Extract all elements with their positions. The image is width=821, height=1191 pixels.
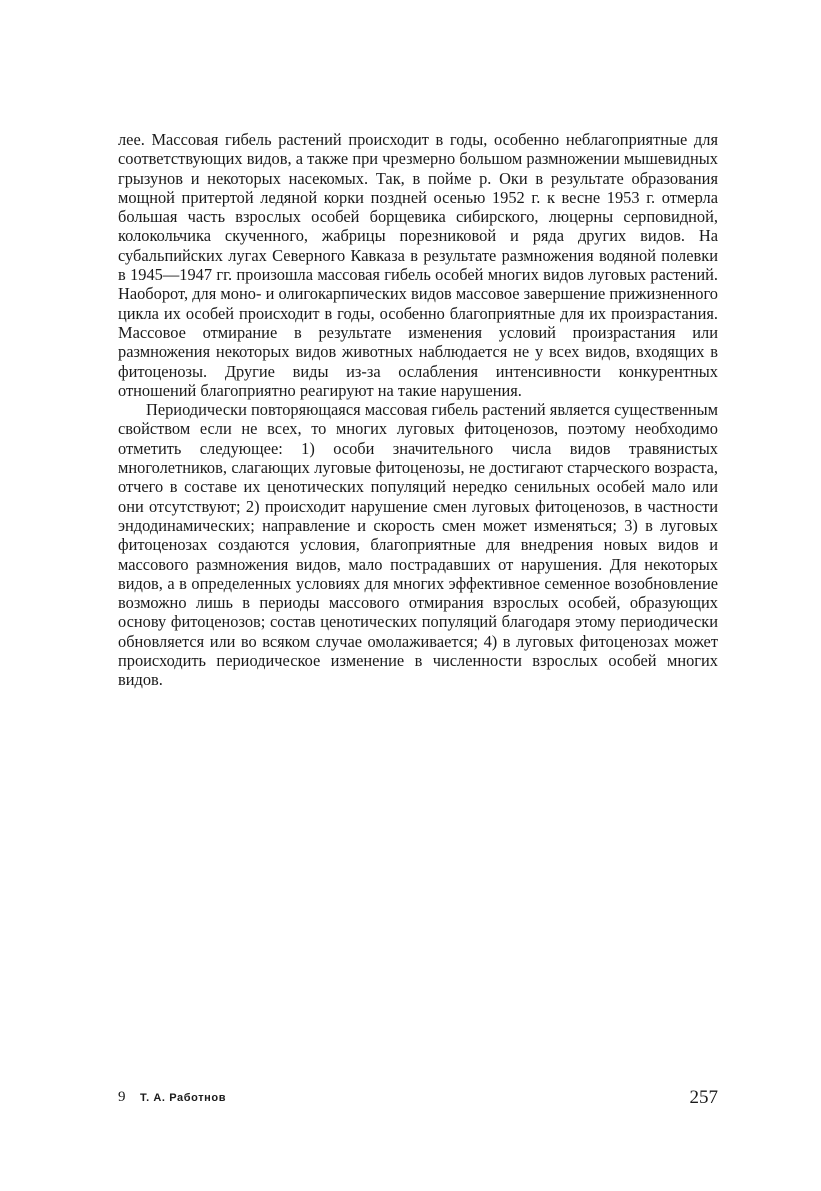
page-number: 257 bbox=[689, 1087, 718, 1108]
footer-author: Т. А. Работнов bbox=[140, 1092, 227, 1104]
page-footer bbox=[118, 1087, 718, 1111]
signature-number: 9 bbox=[118, 1089, 126, 1105]
paragraph-1: лее. Массовая гибель растений происходит в годы, особенно неблагоприятные для соответствующих видов, а также при чрезмерно большом размножении мышевидных грызунов и некоторых насекомых. Так, в пойме р. Оки в результате образования мощной притертой ледяной корки поздней осенью 1952 г. к весне 1953 г. отмерла большая часть взрослых особей борщевика сибирского, люцерны серповидной, колокольчика скученного, жабрицы порезниковой и ряда других видов. На субальпийских лугах Северного Кавказа в результате размножения водяной полевки в 1945—1947 гг. произошла массовая гибель особей многих видов луговых растений. Наоборот, для моно- и олигокарпических видов массовое завершение прижизненного цикла их особей происходит в годы, особенно благоприятные для их произрастания. Массовое отмирание в результате изменения условий произрастания или размножения некоторых видов животных наблюдается не у всех видов, входящих в фитоценозы. Другие виды из-за ослабления интенсивности конкурентных отношений благоприятно реагируют на такие нарушения. bbox=[118, 130, 718, 400]
paragraph-2: Периодически повторяющаяся массовая гибель растений является существенным свойством если не всех, то многих луговых фитоценозов, поэтому необходимо отметить следующее: 1) особи значительного числа видов травянистых многолетников, слагающих луговые фитоценозы, не достигают старческого возраста, отчего в составе их ценотических популяций нередко сенильных особей мало или они отсутствуют; 2) происходит нарушение смен луговых фитоценозов, в частности эндодинамических; направление и скорость смен может изменяться; 3) в луговых фитоценозах создаются условия, благоприятные для внедрения новых видов и массового размножения видов, мало пострадавших от нарушения. Для некоторых видов, а в определенных условиях для многих эффективное семенное возобновление возможно лишь в периоды массового отмирания взрослых особей, образующих основу фитоценозов; состав ценотических популяций благодаря этому периодически обновляется или во всяком случае омолаживается; 4) в луговых фитоценозах может происходить периодическое изменение в численности взрослых особей многих видов. bbox=[118, 400, 718, 690]
body-text bbox=[118, 130, 718, 690]
